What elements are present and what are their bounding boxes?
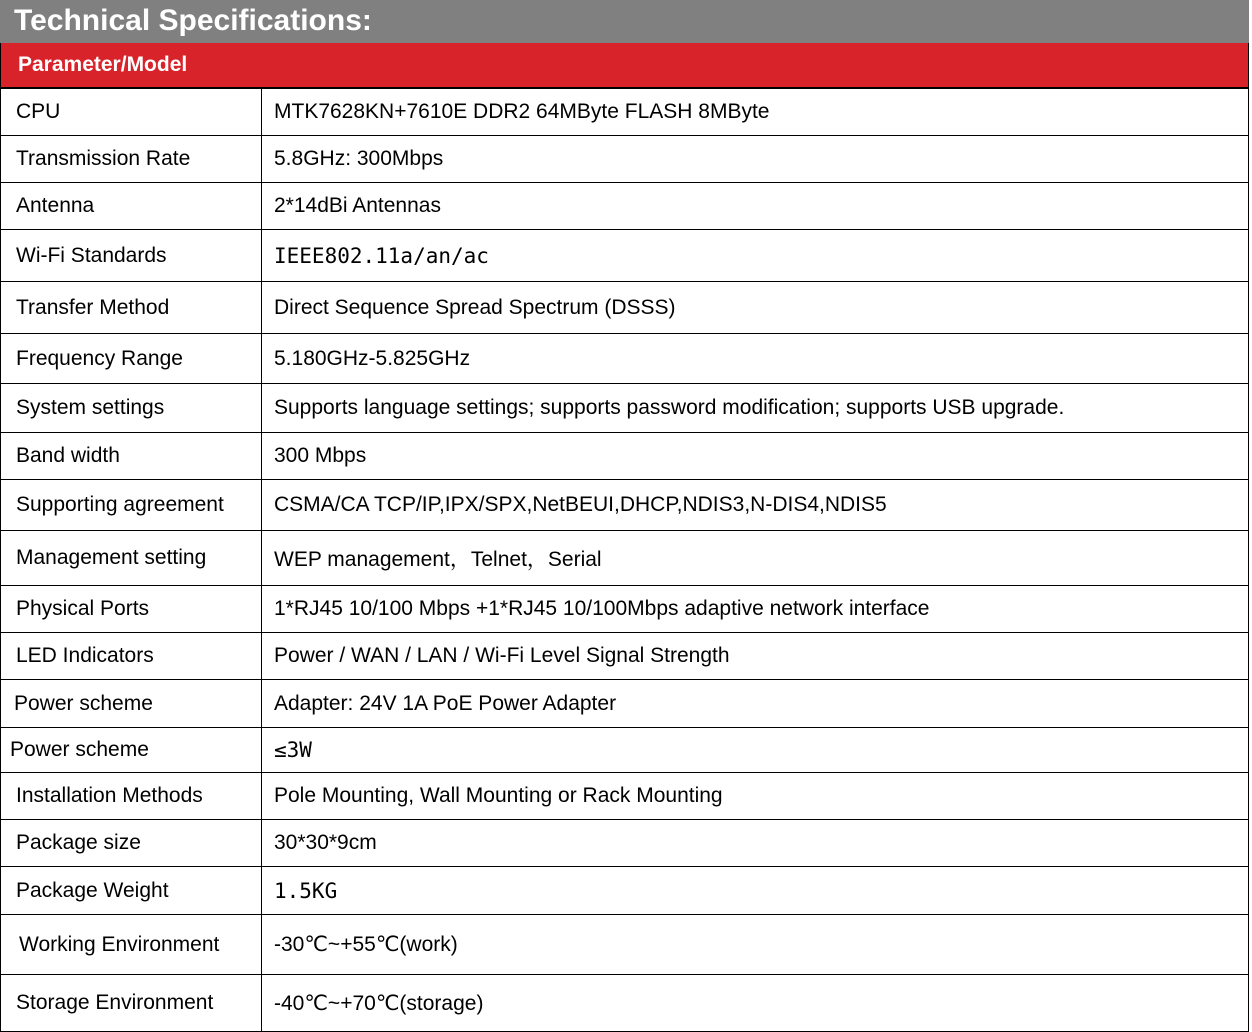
row-value: 30*30*9cm — [262, 820, 1249, 867]
table-row — [1, 480, 1249, 531]
table-row — [1, 633, 1249, 680]
row-label: CPU — [1, 89, 262, 136]
row-value: -30℃~+55℃(work) — [262, 915, 1249, 975]
table-row — [1, 680, 1249, 728]
row-value: CSMA/CA TCP/IP,IPX/SPX,NetBEUI,DHCP,NDIS3,N-DIS4,NDIS5 — [262, 480, 1249, 531]
row-label: Transmission Rate — [1, 136, 262, 183]
table-row — [1, 282, 1249, 334]
row-value: Supports language settings; supports password modification; supports USB upgrade. — [262, 384, 1249, 433]
row-value: 5.8GHz: 300Mbps — [262, 136, 1249, 183]
row-value: 1.5KG — [262, 867, 1249, 915]
row-label: Band width — [1, 433, 262, 480]
row-value: Direct Sequence Spread Spectrum (DSSS) — [262, 282, 1249, 334]
row-value: 2*14dBi Antennas — [262, 183, 1249, 230]
row-value: Pole Mounting, Wall Mounting or Rack Mounting — [262, 773, 1249, 820]
row-label: Power scheme — [1, 728, 262, 773]
table-row — [1, 136, 1249, 183]
table-row — [1, 773, 1249, 820]
table-row — [1, 183, 1249, 230]
row-label: Antenna — [1, 183, 262, 230]
row-value: 5.180GHz-5.825GHz — [262, 334, 1249, 384]
row-label: Power scheme — [1, 680, 262, 728]
parameter-model-header: Parameter/Model — [0, 43, 1249, 88]
page-title: Technical Specifications: — [0, 0, 1249, 43]
row-value: WEP management，Telnet，Serial — [262, 531, 1249, 586]
table-row — [1, 531, 1249, 586]
spec-table — [0, 88, 1249, 1032]
row-value: MTK7628KN+7610E DDR2 64MByte FLASH 8MByte — [262, 89, 1249, 136]
table-row — [1, 915, 1249, 975]
table-row — [1, 728, 1249, 773]
table-row — [1, 384, 1249, 433]
table-row — [1, 867, 1249, 915]
row-label: Physical Ports — [1, 586, 262, 633]
row-value: Power / WAN / LAN / Wi-Fi Level Signal Strength — [262, 633, 1249, 680]
table-row — [1, 975, 1249, 1032]
row-label: Storage Environment — [1, 975, 262, 1032]
row-label: Installation Methods — [1, 773, 262, 820]
row-label: Package size — [1, 820, 262, 867]
row-value: IEEE802.11a/an/ac — [262, 230, 1249, 282]
row-label: Working Environment — [1, 915, 262, 975]
row-value: ≤3W — [262, 728, 1249, 773]
row-value: 1*RJ45 10/100 Mbps +1*RJ45 10/100Mbps adaptive network interface — [262, 586, 1249, 633]
row-label: System settings — [1, 384, 262, 433]
row-value: -40℃~+70℃(storage) — [262, 975, 1249, 1032]
row-label: Package Weight — [1, 867, 262, 915]
row-label: Transfer Method — [1, 282, 262, 334]
table-row — [1, 89, 1249, 136]
table-row — [1, 230, 1249, 282]
table-row — [1, 586, 1249, 633]
table-row — [1, 334, 1249, 384]
row-label: LED Indicators — [1, 633, 262, 680]
row-value: 300 Mbps — [262, 433, 1249, 480]
table-row — [1, 433, 1249, 480]
row-label: Management setting — [1, 531, 262, 586]
row-label: Frequency Range — [1, 334, 262, 384]
row-label: Supporting agreement — [1, 480, 262, 531]
table-row — [1, 820, 1249, 867]
row-label: Wi-Fi Standards — [1, 230, 262, 282]
row-value: Adapter: 24V 1A PoE Power Adapter — [262, 680, 1249, 728]
